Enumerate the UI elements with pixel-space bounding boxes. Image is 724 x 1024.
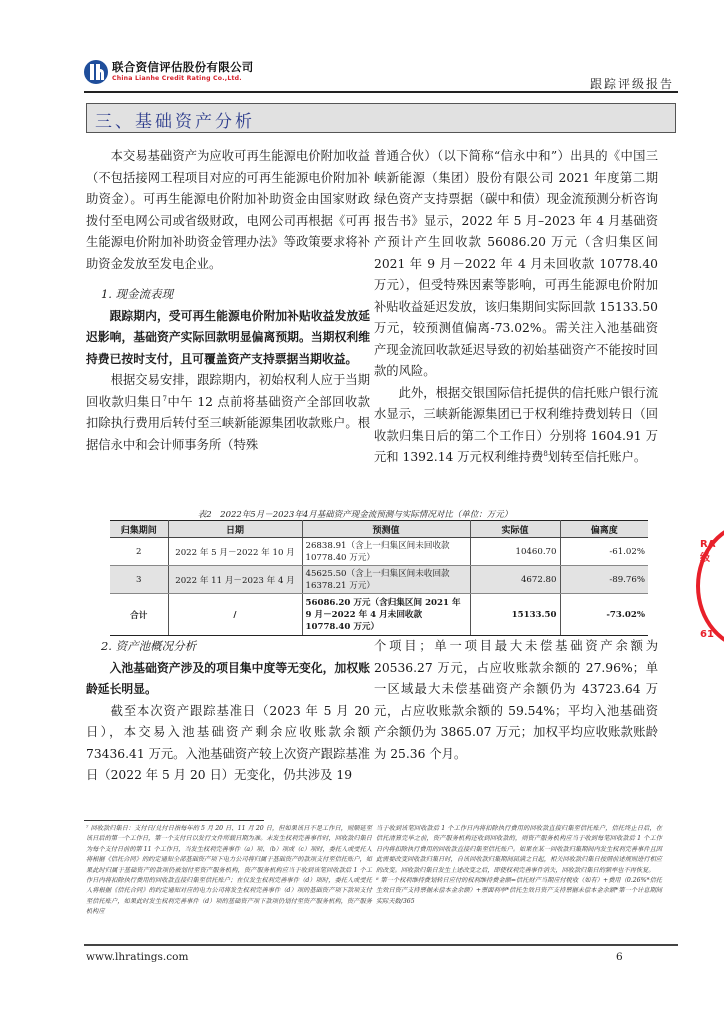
cell-deviation: -73.02% bbox=[560, 594, 648, 636]
cell-actual: 10460.70 bbox=[470, 538, 560, 566]
cell-date: 2022 年 5 月－2022 年 10 月 bbox=[168, 538, 302, 566]
cell-period: 2 bbox=[110, 538, 168, 566]
section-title-box bbox=[86, 103, 676, 133]
footnote-7-continued: 当于收到该笔回收款后 1 个工作日内将扣除执行费用的回收款直接归集至信托账户，信托终止日后，在信托清算完毕之前，资产服务机构还收到回收款的，则资产服务机构应当于收到每笔回收款后 1 个工作日内将扣除执行费用的回收款直接归集至信托账户。如果在某一回收款归集期间内发生权利完善事件且因此需要改变回收款归集日时，自该回收款归集期间届满之日起，相关回收款归集日按照前述规则进行相应的改变。回收款归集日发生上述改变之后，即使权利完善事件消失，回收款归集日的频率也不再恢复。 ⁸ 第一个权利维持费划转日应付的权利维持费金额=信托财产当期应付税收（如有）+费用（0.26%*信托生效日资产支持票据未偿本金余额）+票面利率*信托生效日资产支持票据未偿本金余额*第一个计息期间实际天数/365 bbox=[376, 825, 662, 905]
cell-period: 合计 bbox=[110, 594, 168, 636]
header-date: 日期 bbox=[168, 521, 302, 538]
cell-deviation: -61.02% bbox=[560, 538, 648, 566]
seal-bottom-text: 61 bbox=[700, 629, 714, 640]
subsection-2-title: 2. 资产池概况分析 bbox=[100, 639, 197, 653]
footnote-ref-8[interactable]: 8 bbox=[543, 449, 548, 458]
subsection-2-summary: 入池基础资产涉及的项目集中度等无变化，加权账龄延长明显。 bbox=[86, 660, 370, 696]
cashflow-comparison-table bbox=[110, 520, 648, 636]
left-column bbox=[86, 146, 370, 456]
forecast-paragraph: 普通合伙）（以下简称“信永中和”）出具的《中国三峡新能源（集团）股份有限公司 2021 年度第二期绿色资产支持票据（碳中和债）现金流预测分析咨询报告书》显示，2022 年 5 月–2023 年 4 月基础资产预计产生回收款 56086.20 万元（含归集区间 2021 年 9 月－2022 年 4 月未回收款 10778.40 万元），但受特殊因素等影响，可再生能源电价附加补贴收益延迟发放，该归集期间实际回款 15133.50 万元，较预测值偏离-73.02%。需关注入池基础资产现金流回收款延迟导致的初始基础资产不能按时回款的风险。 bbox=[374, 149, 658, 378]
cell-date: / bbox=[168, 594, 302, 636]
footnote-8: ⁸ 第一个权利维持费划转日应付的权利维持费金额=信托财产当期应付税收（如有）+费用（0.26%*信托生效日资产支持票据未偿本金余额）+票面利率*信托生效日资产支持票据未偿本金余额*第一个计息期间实际天数/365 bbox=[376, 877, 662, 905]
footnote-7: ⁷ 回收款归集日：支付日/兑付日指每年的 5 月 20 日、11 月 20 日，但如果该日不是工作日，则顺延至该日后的第一个工作日，第一个支付日以发行文件所载日期为准。未发生权利完善事件时，回收款归集日为每个支付日前的第 11 个工作日，当发生权利完善事件（a）项、（b）项或（c）项时，委托人或受托人将根据《信托合同》的约定通知全部基础资产项下电力公司将归属于基础资产的款项支付至信托账户，如果此时归属于基础资产的款项仍被划付至资产服务机构，资产服务机构应当于收到该笔回收款后 1 个工作日内将扣除执行费用的回收款直接归集至信托账户；在仅发生权利完善事件（d）项时，委托人或受托人将根据《信托合同》的约定通知对应的电力公司将发生权利完善事件（d）项的基础资产项下款项支付至信托账户，如果此时发生权利完善事件（d）项的基础资产项下款项仍划付至资产服务机构，资产服务机构应 bbox=[86, 825, 372, 916]
header-deviation: 偏离度 bbox=[560, 521, 648, 538]
table-caption: 表2 2022年5月－2023年4月基础资产现金流预测与实际情况对比（单位：万元） bbox=[197, 510, 513, 520]
right-column-lower bbox=[374, 636, 658, 765]
header-forecast: 预测值 bbox=[302, 521, 470, 538]
cell-deviation: -89.76% bbox=[560, 566, 648, 594]
cell-actual: 4672.80 bbox=[470, 566, 560, 594]
lianhe-logo-icon bbox=[84, 60, 108, 84]
pool-paragraph-cont: 个项目；单一项目最大未偿基础资产余额为 20536.27 万元，占应收账款余额的 27.96%；单一区域最大未偿基础资产余额仍为 43723.64 万元，占应收账款余额的 59.54%；平均入池基础资产余额仍为 3865.07 万元；加权平均应收账款账龄为 25.36 个月。 bbox=[374, 639, 658, 761]
table-row bbox=[110, 566, 648, 594]
seal-stamp bbox=[694, 522, 724, 650]
cell-actual: 15133.50 bbox=[470, 594, 560, 636]
trust-paragraph: 此外，根据交银国际信托提供的信托账户银行流水显示，三峡新能源集团已于权利维持费划转日（回收款归集日后的第二个工作日）分别将 1604.91 万元和 1392.14 万元权利维持费$^8$划转至信托账户。 bbox=[374, 385, 658, 464]
table-total-row bbox=[110, 594, 648, 636]
footnote-ref-7[interactable]: 7 bbox=[162, 394, 168, 403]
page-number: 6 bbox=[616, 951, 623, 963]
cell-forecast: 56086.20 万元（含归集区间 2021 年 9 月－2022 年 4 月未回收款 10778.40 万元） bbox=[302, 594, 470, 636]
header-actual: 实际值 bbox=[470, 521, 560, 538]
cell-forecast: 26838.91（含上一归集区间未回收款 10778.40 万元） bbox=[302, 538, 470, 566]
footer-divider bbox=[84, 944, 678, 946]
seal-text: RA 级 bbox=[700, 539, 716, 564]
footnote-divider bbox=[84, 820, 264, 821]
pool-paragraph: 截至本次资产跟踪基准日（2023 年 5 月 20 日），本交易入池基础资产剩余应收账款余额 73436.41 万元。入池基础资产较上次资产跟踪基准日（2022 年 5 月 20 日）无变化，仍共涉及 19 bbox=[86, 703, 370, 782]
subsection-1-summary: 跟踪期内，受可再生能源电价附加补贴收益发放延迟影响，基础资产实际回款明显偏离预期。当期权利维持费已按时支付，且可覆盖资产支持票据当期收益。 bbox=[86, 308, 370, 366]
right-column bbox=[374, 146, 658, 469]
left-column-lower bbox=[86, 636, 370, 787]
header-divider bbox=[84, 91, 678, 93]
section-title: 三、基础资产分析 bbox=[95, 112, 255, 132]
report-type: 跟踪评级报告 bbox=[589, 77, 674, 91]
table-header-row bbox=[110, 521, 648, 538]
cashflow-paragraph: 根据交易安排，跟踪期内，初始权利人应于当期回收款归集日$^7$中午 12 点前将基础资产全部回收款扣除执行费用后转付至三峡新能源集团收款账户。根据信永中和会计师事务所（特殊 bbox=[86, 373, 370, 452]
header-period: 归集期间 bbox=[110, 521, 168, 538]
company-logo bbox=[84, 60, 254, 84]
subsection-1-title: 1. 现金流表现 bbox=[100, 287, 174, 301]
company-name-cn: 联合资信评估股份有限公司 bbox=[112, 60, 254, 74]
company-name-en: China Lianhe Credit Rating Co.,Ltd. bbox=[112, 75, 242, 82]
table-row bbox=[110, 538, 648, 566]
intro-paragraph: 本交易基础资产为应收可再生能源电价附加收益（不包括接网工程项目对应的可再生能源电价附加补助资金）。可再生能源电价附加补助资金由国家财政拨付至电网公司或省级财政，电网公司再根据《可再生能源电价附加补助资金管理办法》等政策要求将补助资金发放至发电企业。 bbox=[86, 149, 370, 271]
cell-period: 3 bbox=[110, 566, 168, 594]
cell-forecast: 45625.50（含上一归集区间未收回款 16378.21 万元） bbox=[302, 566, 470, 594]
cell-date: 2022 年 11 月－2023 年 4 月 bbox=[168, 566, 302, 594]
footer-website-link[interactable]: www.lhratings.com bbox=[86, 951, 189, 963]
